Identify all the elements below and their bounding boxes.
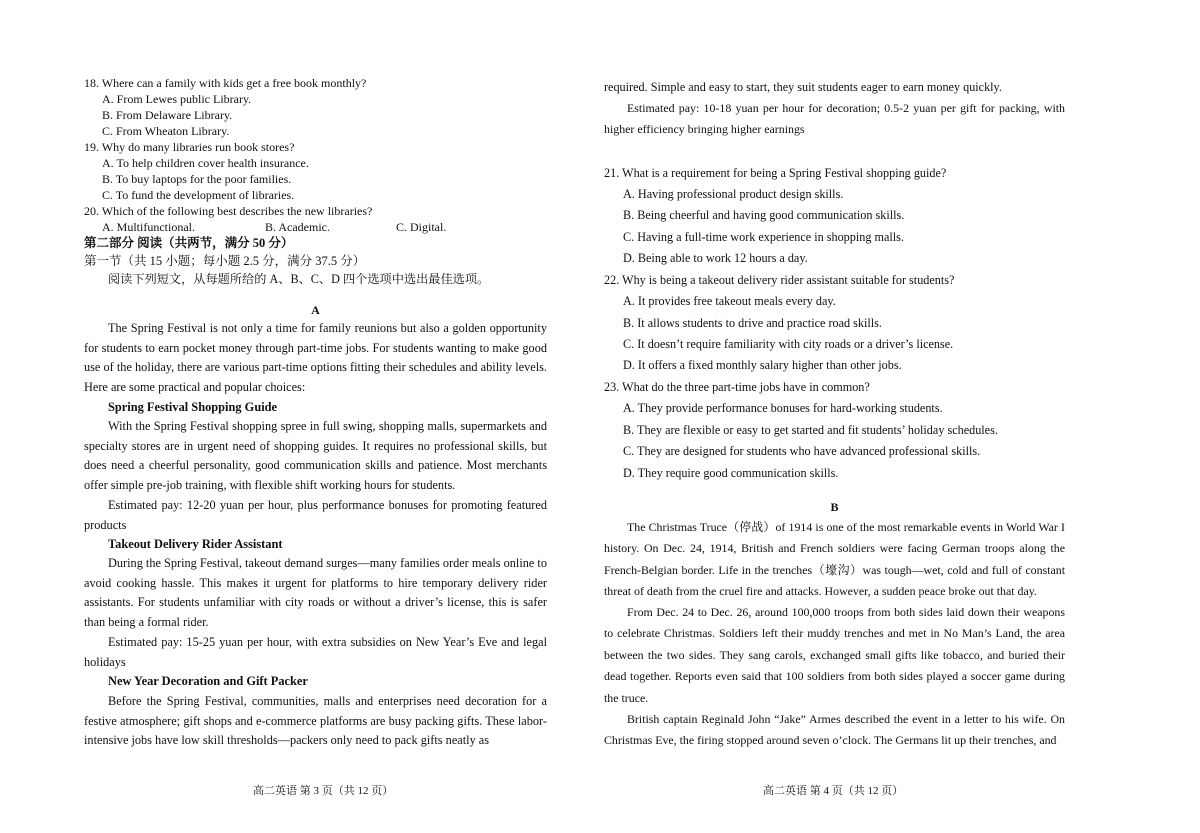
question-20-option-a: A. Multifunctional. xyxy=(102,220,195,234)
question-18-option-b: B. From Delaware Library. xyxy=(102,108,233,122)
question-19-stem: 19. Why do many libraries run book stores? xyxy=(84,140,295,154)
passage-b-paragraph-2: From Dec. 24 to Dec. 26, around 100,000 troops from both sides laid down their weapons to celebrate Christmas. Soldiers left their muddy trenches and met in No Man’s Land, the area between the two sides. They sang carols, exchanged small gifts like tobacco, and buried their dead together. Reports even said that 100 soldiers from both sides played a soccer game during the truce. xyxy=(604,605,1065,705)
question-22-option-c: C. It doesn’t require familiarity with city roads or a driver’s license. xyxy=(623,337,954,351)
right-page-footer: 高二英语 第 4 页（共 12 页） xyxy=(763,785,904,797)
question-22-option-b: B. It allows students to drive and practice road skills. xyxy=(623,316,882,330)
job2-title: Takeout Delivery Rider Assistant xyxy=(108,537,283,551)
passage-a-intro: The Spring Festival is not only a time for family reunions but also a golden opportunity for students to earn pocket money through part-time jobs. For students wanting to make good use of the holiday, there are various part-time options fitting their schedules and ability levels. Here are some practical and popular choices: xyxy=(84,321,547,394)
question-19-option-c: C. To fund the development of libraries. xyxy=(102,188,295,202)
job2-body: During the Spring Festival, takeout demand surges—many families order meals online to avoid cooking hassle. This makes it urgent for platforms to hire temporary delivery rider assistants. For students unfamiliar with city roads or without a driver’s license, this is safer than being a formal rider. xyxy=(84,556,547,629)
passage-b-paragraph-1: The Christmas Truce（停战）of 1914 is one of the most remarkable events in World War I history. On Dec. 24, 1914, British and French soldiers were facing German troops along the French-Belgian border. Life in the trenches（壕沟）was tough—wet, cold and full of constant threat of death from the cruel fire and attacks. However, a sudden peace broke out that day. xyxy=(604,520,1065,599)
question-20-option-b: B. Academic. xyxy=(265,220,330,234)
question-22-option-d: D. It offers a fixed monthly salary higher than other jobs. xyxy=(623,358,902,372)
job1-title: Spring Festival Shopping Guide xyxy=(108,400,278,414)
job3-pay: Estimated pay: 10-18 yuan per hour for decoration; 0.5-2 yuan per gift for packing, with higher efficiency bringing higher earnings xyxy=(604,101,1065,137)
job1-pay: Estimated pay: 12-20 yuan per hour, plus performance bonuses for promoting featured products xyxy=(84,498,547,532)
question-21-option-a: A. Having professional product design skills. xyxy=(623,187,844,201)
question-19-option-b: B. To buy laptops for the poor families. xyxy=(102,172,292,186)
job3-title: New Year Decoration and Gift Packer xyxy=(108,674,308,688)
job3-body: Before the Spring Festival, communities, malls and enterprises need decoration for a festive atmosphere; gift shops and e-commerce platforms are busy packing gifts. These labor-intensive jobs have low skill thresholds—packers only need to pack gifts neatly as xyxy=(84,694,547,748)
passage-b-label: B xyxy=(830,500,839,514)
question-21-stem: 21. What is a requirement for being a Spring Festival shopping guide? xyxy=(604,166,947,180)
question-22-option-a: A. It provides free takeout meals every day. xyxy=(623,294,836,308)
question-23-option-a: A. They provide performance bonuses for hard-working students. xyxy=(623,401,943,415)
job1-body: With the Spring Festival shopping spree in full swing, shopping malls, supermarkets and specialty stores are in urgent need of shopping guides. It requires no professional skills, but does need a cheerful personality, good communication skills and patience. Most merchants offer simple pre-job training, with flexible shift working hours for students. xyxy=(84,419,547,492)
passage-a-label: A xyxy=(311,303,320,317)
question-18-option-a: A. From Lewes public Library. xyxy=(102,92,252,106)
question-23-option-d: D. They require good communication skills. xyxy=(623,466,839,480)
question-19-option-a: A. To help children cover health insurance. xyxy=(102,156,309,170)
question-21-option-d: D. Being able to work 12 hours a day. xyxy=(623,251,808,265)
part2-heading: 第二部分 阅读（共两节，满分 50 分） xyxy=(84,236,294,250)
job3-body-continued: required. Simple and easy to start, they suit students eager to earn money quickly. xyxy=(604,80,1002,94)
question-21-option-b: B. Being cheerful and having good communication skills. xyxy=(623,208,905,222)
question-20-option-c: C. Digital. xyxy=(396,220,447,234)
question-20-stem: 20. Which of the following best describes the new libraries? xyxy=(84,204,373,218)
passage-b-paragraph-3: British captain Reginald John “Jake” Armes described the event in a letter to his wife. On Christmas Eve, the firing stopped around seven o’clock. The Germans lit up their trenches, and xyxy=(604,712,1065,748)
question-21-option-c: C. Having a full-time work experience in shopping malls. xyxy=(623,230,904,244)
question-18-stem: 18. Where can a family with kids get a free book monthly? xyxy=(84,76,367,90)
left-page-footer: 高二英语 第 3 页（共 12 页） xyxy=(253,785,394,797)
section1-heading: 第一节（共 15 小题；每小题 2.5 分，满分 37.5 分） xyxy=(84,254,366,268)
question-23-stem: 23. What do the three part-time jobs have in common? xyxy=(604,380,870,394)
question-18-option-c: C. From Wheaton Library. xyxy=(102,124,230,138)
question-22-stem: 22. Why is being a takeout delivery rider assistant suitable for students? xyxy=(604,273,955,287)
question-23-option-b: B. They are flexible or easy to get started and fit students’ holiday schedules. xyxy=(623,423,998,437)
question-23-option-c: C. They are designed for students who have advanced professional skills. xyxy=(623,444,981,458)
job2-pay: Estimated pay: 15-25 yuan per hour, with extra subsidies on New Year’s Eve and legal holidays xyxy=(84,635,547,669)
instruction: 阅读下列短文，从每题所给的 A、B、C、D 四个选项中选出最佳选项。 xyxy=(108,272,490,286)
